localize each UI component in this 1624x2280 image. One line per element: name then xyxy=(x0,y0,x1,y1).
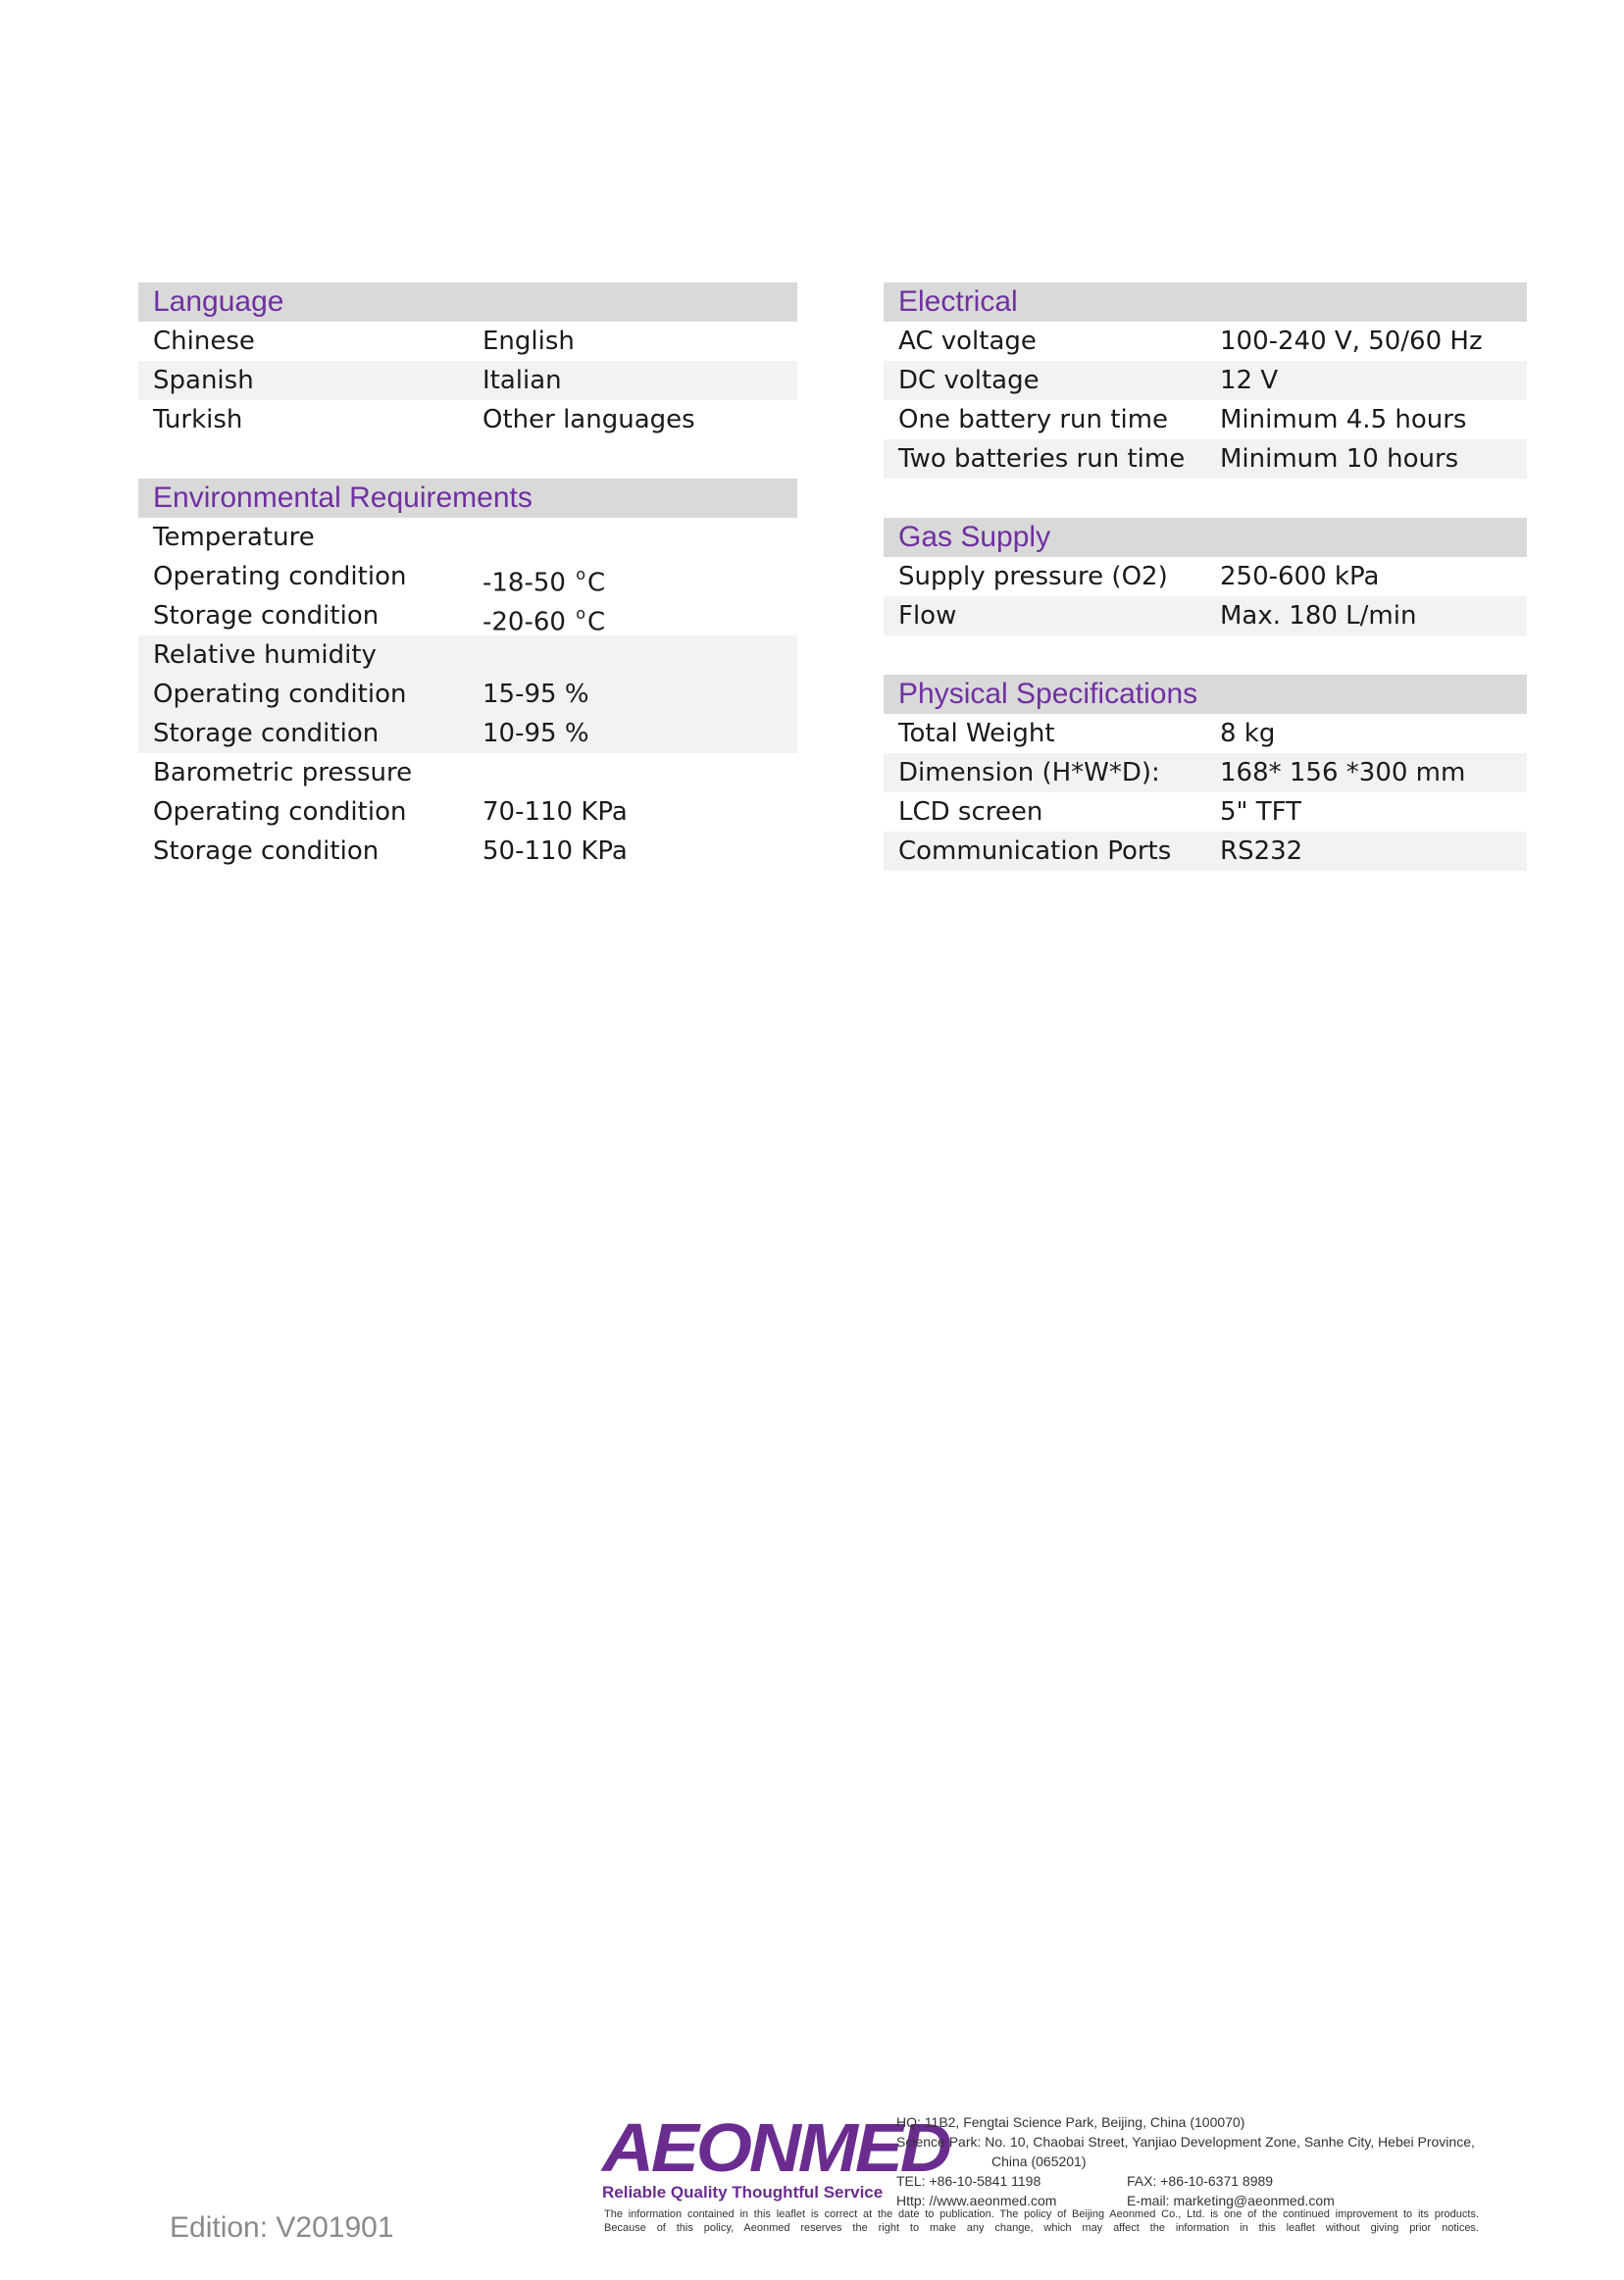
hq-address: HQ: 11B2, Fengtai Science Park, Beijing, China (100070) xyxy=(896,2114,1245,2130)
language-row: Turkish Other languages xyxy=(153,405,695,434)
telephone: TEL: +86-10-5841 1198 xyxy=(896,2173,1041,2189)
temperature-storage-row: Storage condition -20-60 $^o$C xyxy=(153,601,606,637)
logo-tagline: Reliable Quality Thoughtful Service xyxy=(602,2183,884,2202)
physical-row: Dimension (H*W*D): 168* 156 *300 mm xyxy=(884,753,1527,792)
science-park-address: Science Park: No. 10, Chaobai Street, Yanjiao Development Zone, Sanhe City, Hebei Province, xyxy=(896,2134,1475,2150)
company-logo xyxy=(602,2109,949,2203)
humidity-operating-row: Operating condition 15-95 % xyxy=(138,675,797,714)
temperature-operating-row: Operating condition -18-50 $^o$C xyxy=(153,562,606,598)
gas-supply-header: Gas Supply xyxy=(884,518,1527,557)
edition-label: Edition: V201901 xyxy=(170,2211,394,2244)
pressure-label-row: Barometric pressure xyxy=(153,758,413,787)
humidity-storage-row: Storage condition 10-95 % xyxy=(138,714,797,753)
email: E-mail: marketing@aeonmed.com xyxy=(1127,2193,1335,2208)
humidity-label-row: Relative humidity xyxy=(138,635,797,675)
disclaimer: The information contained in this leaflet is correct at the date to publication. The policy of Beijing Aeonmed Co., Ltd. is one of the continued improvement to its products. Because of this policy, Aeonmed reserves the right to make any change, which may affect the information in this leaflet without giving prior notices. xyxy=(604,2208,1479,2234)
pressure-operating-row: Operating condition 70-110 KPa xyxy=(153,797,628,827)
contact-info xyxy=(896,2112,1475,2210)
language-row: Chinese English xyxy=(153,327,575,356)
physical-row: LCD screen 5" TFT xyxy=(898,797,1302,827)
electrical-row: AC voltage 100-240 V, 50/60 Hz xyxy=(898,327,1483,356)
physical-row: Communication Ports RS232 xyxy=(884,832,1527,871)
electrical-row: One battery run time Minimum 4.5 hours xyxy=(898,405,1467,434)
language-row: Spanish Italian xyxy=(138,361,797,400)
gas-row: Supply pressure (O2) 250-600 kPa xyxy=(898,562,1380,591)
fax: FAX: +86-10-6371 8989 xyxy=(1127,2173,1274,2189)
electrical-row: DC voltage 12 V xyxy=(884,361,1527,400)
language-header: Language xyxy=(138,282,797,322)
logo-wordmark: AEONMED xyxy=(602,2109,949,2186)
gas-row: Flow Max. 180 L/min xyxy=(884,596,1527,635)
electrical-header: Electrical xyxy=(884,282,1527,322)
left-column xyxy=(138,282,797,871)
temperature-label-row: Temperature xyxy=(153,523,315,552)
website: Http: //www.aeonmed.com xyxy=(896,2193,1057,2208)
electrical-row: Two batteries run time Minimum 10 hours xyxy=(884,439,1527,479)
physical-header: Physical Specifications xyxy=(884,675,1527,714)
environment-header: Environmental Requirements xyxy=(138,479,797,518)
physical-row: Total Weight 8 kg xyxy=(898,719,1276,748)
pressure-storage-row: Storage condition 50-110 KPa xyxy=(153,836,628,866)
science-park-address-2: China (065201) xyxy=(991,2153,1087,2169)
right-column xyxy=(884,282,1527,871)
